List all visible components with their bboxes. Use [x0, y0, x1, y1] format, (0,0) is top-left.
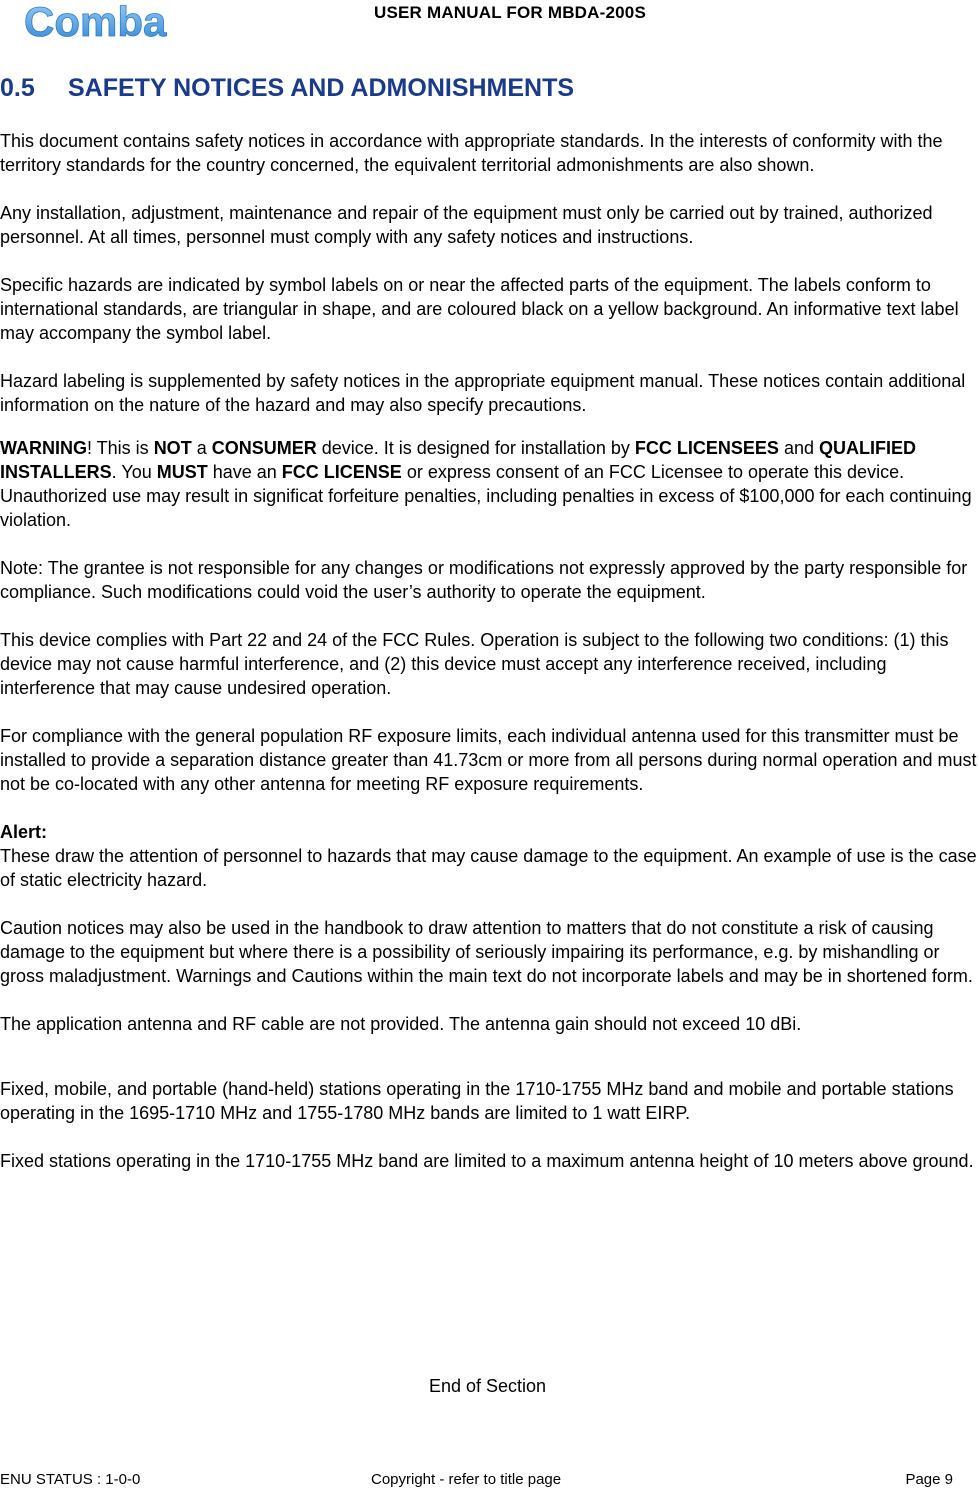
paragraph-hazard-symbols: Specific hazards are indicated by symbol labels on or near the affected parts of the equipment. The labels conform to international standards, are triangular in shape, and are coloured black on a yellow background. An informative text label may accompany the symbol label.	[0, 275, 959, 343]
paragraph-intro: This document contains safety notices in accordance with appropriate standards. In the interests of conformity with the territory standards for the country concerned, the equivalent territorial admonishments are also shown.	[0, 131, 943, 175]
paragraph-rf-exposure: For compliance with the general population RF exposure limits, each individual antenna used for this transmitter must be installed to provide a separation distance greater than 41.73cm or more from all persons during normal operation and must not be co-located with any other antenna for meeting RF exposure requirements.	[0, 726, 977, 794]
section-heading	[0, 74, 574, 103]
paragraph-fcc-compliance: This device complies with Part 22 and 24 of the FCC Rules. Operation is subject to the following two conditions: (1) this device may not cause harmful interference, and (2) this device must accept any interference received, including interference that may cause undesired operation.	[0, 630, 949, 698]
paragraph-personnel: Any installation, adjustment, maintenance and repair of the equipment must only be carried out by trained, authorized personnel. At all times, personnel must comply with any safety notices and instructions.	[0, 203, 933, 247]
logo-text: Comba	[24, 2, 167, 42]
paragraph-eirp-limits: Fixed, mobile, and portable (hand-held) stations operating in the 1710-1755 MHz band and mobile and portable stations operating in the 1695-1710 MHz and 1755-1780 MHz bands are limited to 1 watt EIRP.	[0, 1079, 954, 1123]
alert-text: These draw the attention of personnel to hazards that may cause damage to the equipment. An example of use is the case of static electricity hazard.	[0, 846, 977, 890]
footer-status: ENU STATUS : 1-0-0	[0, 1471, 141, 1488]
document-title: USER MANUAL FOR MBDA-200S	[374, 3, 646, 22]
comba-logo	[24, 2, 214, 42]
alert-label: Alert:	[0, 822, 48, 842]
paragraph-hazard-labeling: Hazard labeling is supplemented by safety notices in the appropriate equipment manual. These notices contain additional information on the nature of the hazard and may also specify precautions.	[0, 371, 966, 415]
footer-page-number: Page 9	[905, 1471, 953, 1488]
footer-copyright: Copyright - refer to title page	[371, 1471, 562, 1488]
paragraph-grantee-note: Note: The grantee is not responsible for any changes or modifications not expressly approved by the party responsible for compliance. Such modifications could void the user’s authority to operate the equipment.	[0, 558, 968, 602]
body-content	[0, 129, 979, 1197]
paragraph-antenna-gain: The application antenna and RF cable are not provided. The antenna gain should not exceed 10 dBi.	[0, 1014, 802, 1034]
paragraph-caution: Caution notices may also be used in the handbook to draw attention to matters that do not constitute a risk of causing damage to the equipment but where there is a possibility of seriously impairing its performance, e.g. by mishandling or gross maladjustment. Warnings and Cautions within the main text do not incorporate labels and may be in shortened form.	[0, 918, 973, 986]
paragraph-antenna-height: Fixed stations operating in the 1710-1755 MHz band are limited to a maximum antenna height of 10 meters above ground.	[0, 1151, 974, 1171]
paragraph-warning: WARNING! This is NOT a CONSUMER device. It is designed for installation by FCC LICENSEES and QUALIFIED INSTALLERS. You MUST have an FCC LICENSE or express consent of an FCC Licensee to operate this device. Unauthorized use may result in significat forfeiture penalties, including penalties in excess of $100,000 for each continuing violation.	[0, 438, 972, 530]
paragraph-alert	[0, 820, 979, 892]
section-title: SAFETY NOTICES AND ADMONISHMENTS	[68, 74, 575, 102]
section-number: 0.5	[0, 74, 35, 102]
end-of-section: End of Section	[428, 1376, 547, 1396]
